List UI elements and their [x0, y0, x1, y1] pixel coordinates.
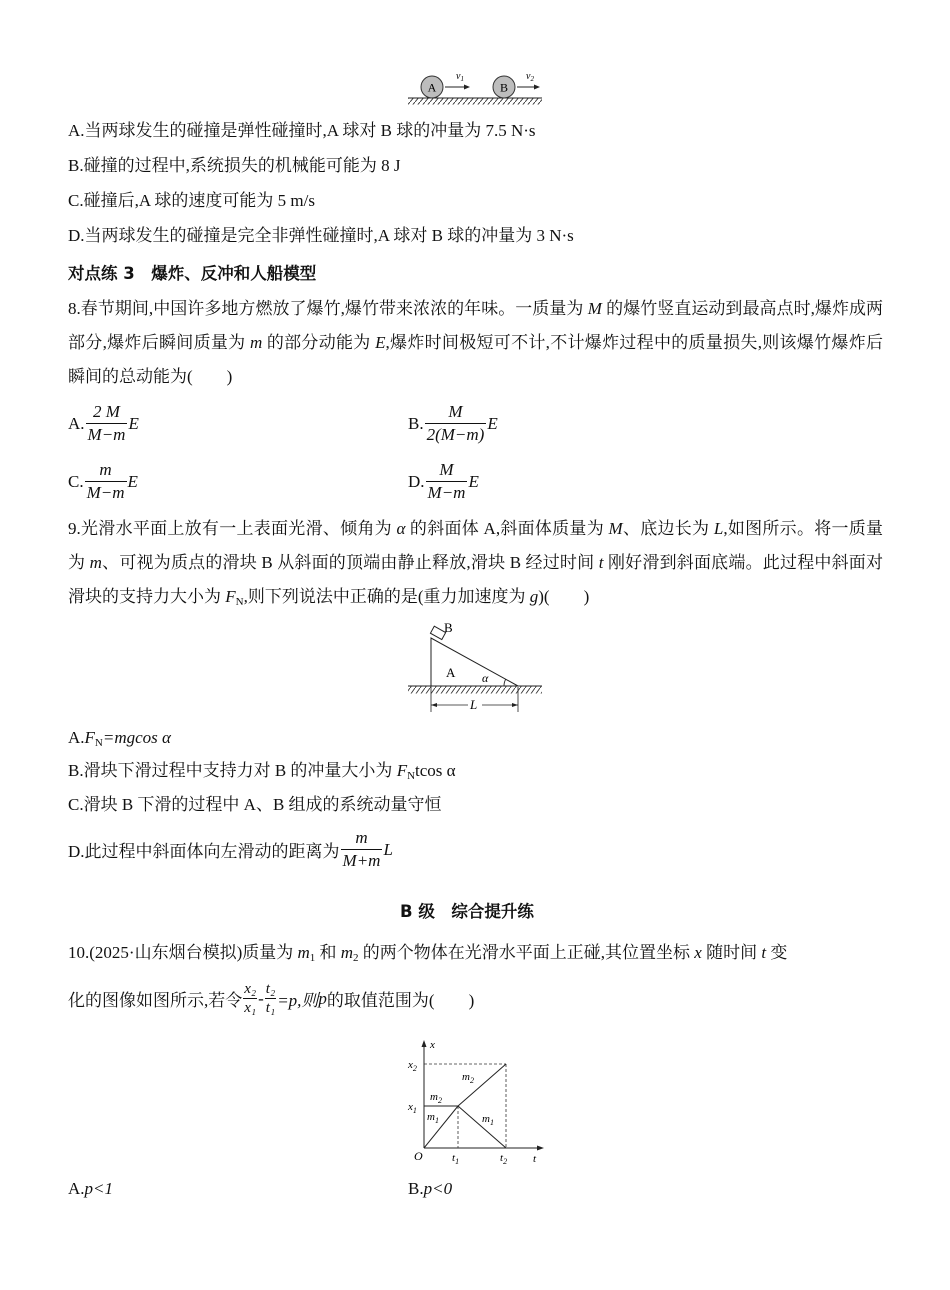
- svg-text:v1: $v_1$: [456, 71, 464, 83]
- section-3-title: 对点练 3 爆炸、反冲和人船模型: [68, 264, 317, 283]
- q9-option-c: C.滑块 B 下滑的过程中 A、B 组成的系统动量守恒: [68, 795, 442, 814]
- svg-text:L: L: [470, 697, 478, 712]
- q8-option-a: A. $\frac{2 M}{M-m}$ E: [68, 402, 139, 444]
- svg-text:A: A: [446, 665, 456, 680]
- svg-text:B: B: [499, 80, 509, 95]
- q9-option-b: B.滑块下滑过程中支持力对 B 的冲量大小为 $F_Ntcos$ α: [68, 761, 456, 782]
- q7-option-d: D.当两球发生的碰撞是完全非弹性碰撞时,A 球对 B 球的冲量为 3 N·s: [68, 226, 574, 245]
- q10-option-b: B.p<0: [408, 1179, 453, 1198]
- svg-text:x1: $x_1$: [408, 1101, 417, 1115]
- svg-text:α: α: [482, 671, 489, 685]
- svg-text:B: B: [444, 620, 453, 635]
- collision-figure: [400, 66, 550, 110]
- q8-option-b: B. $\frac{M}{2(M-m)}$ E: [408, 402, 498, 444]
- svg-text:x2: $x_2$: [408, 1059, 417, 1073]
- svg-text:t1: $t_1$: [452, 1152, 460, 1166]
- svg-text:O: O: [414, 1149, 423, 1163]
- svg-text:m2: $m_2$: [430, 1091, 442, 1105]
- q9-stem: 9.光滑水平面上放有一上表面光滑、倾角为 α 的斜面体 A,斜面体质量为 M、底边长为 L,如图所示。将一质量为 m、可视为质点的滑块 B 从斜面的顶端由静止释放,滑块 B 经过时间 t 刚好滑到斜面底端。此过程中斜面对滑块的支持力大小为 $F_N$,则下列说法中正确的是(重力加速度为 g)( ): [68, 519, 884, 608]
- svg-text:A: A: [427, 80, 437, 95]
- svg-text:m1: $m_1$: [482, 1113, 494, 1127]
- q10-stem-line2: 化的图像如图所示,若令 $\frac{\text{x₂}}{\text{x₁}}$ - $\frac{\text{t₂}}{\text{t₁}}$ =p,则 p 的取值范围为( ): [68, 981, 475, 1016]
- q7-option-c: C.碰撞后,A 球的速度可能为 5 m/s: [68, 191, 315, 210]
- q9-option-a: $A.F_N=mgcos$ α: [68, 728, 171, 749]
- svg-text:m1: $m_1$: [427, 1111, 439, 1125]
- q8-option-d: D. $\frac{M}{M-m}$ E: [408, 460, 479, 502]
- q8-option-c: C. $\frac{m}{M-m}$ E: [68, 460, 138, 502]
- q9-option-d: D.此过程中斜面体向左滑动的距离为 $\frac{m}{M+m}$ L: [68, 828, 393, 870]
- svg-text:x: x: [430, 1039, 435, 1051]
- svg-text:v2: $v_2$: [526, 71, 534, 83]
- q7-option-b: B.碰撞的过程中,系统损失的机械能可能为 8 J: [68, 156, 401, 175]
- incline-figure: [400, 618, 550, 714]
- q10-option-a: A.p<1: [68, 1179, 114, 1198]
- position-time-graph: [402, 1036, 552, 1166]
- q8-stem: 8.春节期间,中国许多地方燃放了爆竹,爆竹带来浓浓的年味。一质量为 M 的爆竹竖直运动到最高点时,爆炸成两部分,爆炸后瞬间质量为 m 的部分动能为 E,爆炸时间极短可不计,不计爆炸过程中的质量损失,则该爆竹爆炸后瞬间的总动能为( ): [68, 299, 884, 386]
- svg-text:t2: $t_2$: [500, 1152, 508, 1166]
- svg-text:t: t: [533, 1153, 537, 1165]
- section-b-title: B 级 综合提升练: [400, 902, 534, 921]
- q10-stem-line1: 10.(2025·山东烟台模拟)质量为 $m_1$ 和 $m_2$ 的两个物体在光滑水平面上正碰,其位置坐标 x 随时间 t 变: [68, 943, 788, 964]
- q7-option-a: A.当两球发生的碰撞是弹性碰撞时,A 球对 B 球的冲量为 7.5 N·s: [68, 121, 536, 140]
- svg-text:m2: $m_2$: [462, 1071, 474, 1085]
